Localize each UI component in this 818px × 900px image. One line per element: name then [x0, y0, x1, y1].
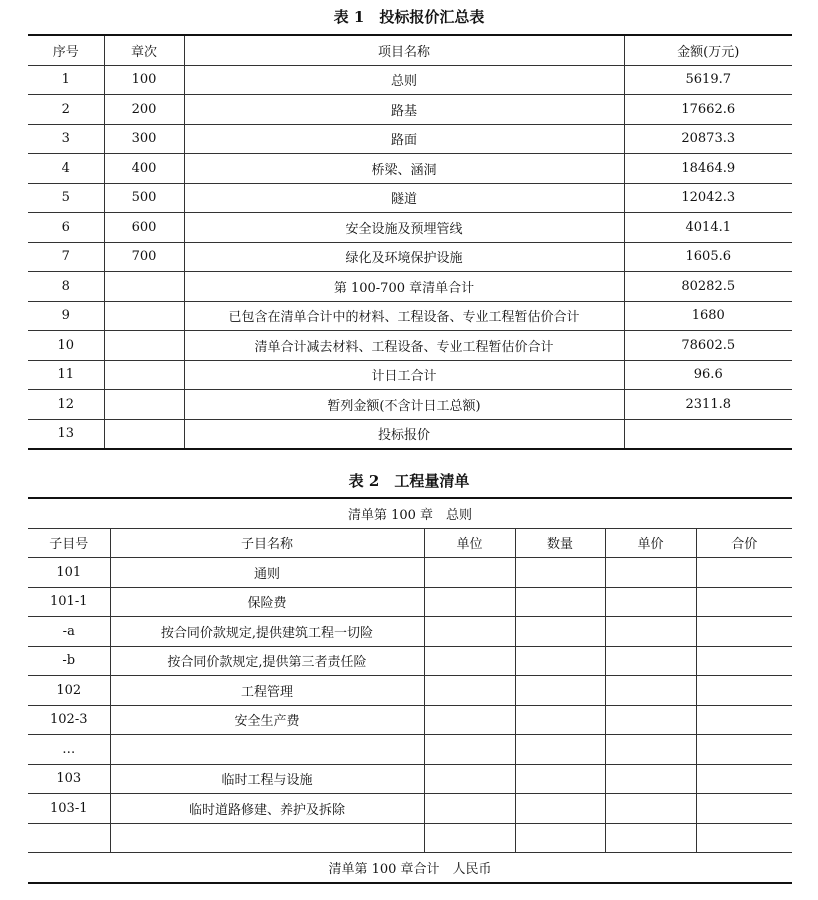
unit-price-cell — [605, 794, 696, 824]
item-name-cell: 隧道 — [184, 183, 624, 213]
total-price-cell — [696, 764, 792, 794]
unit-price-cell — [605, 617, 696, 647]
quantity-cell — [515, 735, 605, 765]
header-quantity: 数量 — [515, 528, 605, 558]
sub-item-name-cell: 保险费 — [110, 587, 424, 617]
table-row — [28, 154, 792, 184]
header-unit: 单位 — [424, 528, 515, 558]
serial-cell: 3 — [28, 124, 104, 154]
sub-item-name-cell: 临时道路修建、养护及拆除 — [110, 794, 424, 824]
sub-item-name-cell: 工程管理 — [110, 676, 424, 706]
serial-cell: 7 — [28, 242, 104, 272]
serial-cell: 13 — [28, 419, 104, 449]
chapter-cell: 100 — [104, 65, 184, 95]
table-row — [28, 390, 792, 420]
amount-cell: 18464.9 — [624, 154, 792, 184]
item-name-cell: 路面 — [184, 124, 624, 154]
header-serial: 序号 — [28, 35, 104, 65]
table-row — [28, 823, 792, 853]
serial-cell: 5 — [28, 183, 104, 213]
serial-cell: 6 — [28, 213, 104, 243]
chapter-cell: 200 — [104, 95, 184, 125]
unit-price-cell — [605, 823, 696, 853]
serial-cell: 12 — [28, 390, 104, 420]
table-row — [28, 65, 792, 95]
amount-cell: 1605.6 — [624, 242, 792, 272]
table-row — [28, 183, 792, 213]
total-price-cell — [696, 794, 792, 824]
quantity-cell — [515, 587, 605, 617]
unit-cell — [424, 735, 515, 765]
chapter-cell — [104, 331, 184, 361]
sub-item-no-cell: 101 — [28, 558, 110, 588]
unit-cell — [424, 617, 515, 647]
unit-price-cell — [605, 646, 696, 676]
amount-cell: 78602.5 — [624, 331, 792, 361]
quantity-cell — [515, 676, 605, 706]
sub-item-no-cell — [28, 823, 110, 853]
unit-cell — [424, 587, 515, 617]
table2-footer-row — [28, 853, 792, 883]
unit-price-cell — [605, 705, 696, 735]
chapter-cell: 300 — [104, 124, 184, 154]
item-name-cell: 绿化及环境保护设施 — [184, 242, 624, 272]
sub-item-name-cell: 按合同价款规定,提供建筑工程一切险 — [110, 617, 424, 647]
table-row — [28, 301, 792, 331]
chapter-cell — [104, 390, 184, 420]
table-row — [28, 587, 792, 617]
unit-cell — [424, 794, 515, 824]
header-total-price: 合价 — [696, 528, 792, 558]
table-row — [28, 558, 792, 588]
item-name-cell: 已包含在清单合计中的材料、工程设备、专业工程暂估价合计 — [184, 301, 624, 331]
sub-item-no-cell: 102 — [28, 676, 110, 706]
unit-cell — [424, 646, 515, 676]
unit-price-cell — [605, 735, 696, 765]
chapter-cell: 400 — [104, 154, 184, 184]
total-price-cell — [696, 735, 792, 765]
table-row — [28, 617, 792, 647]
table-row — [28, 764, 792, 794]
quantity-cell — [515, 558, 605, 588]
sub-item-name-cell: 通则 — [110, 558, 424, 588]
item-name-cell: 第 100-700 章清单合计 — [184, 272, 624, 302]
quantity-cell — [515, 646, 605, 676]
sub-item-no-cell: 102-3 — [28, 705, 110, 735]
quantity-cell — [515, 794, 605, 824]
amount-cell: 80282.5 — [624, 272, 792, 302]
table-row — [28, 331, 792, 361]
header-sub-item-no: 子目号 — [28, 528, 110, 558]
sub-item-no-cell: 103 — [28, 764, 110, 794]
item-name-cell: 清单合计减去材料、工程设备、专业工程暂估价合计 — [184, 331, 624, 361]
sub-item-no-cell: … — [28, 735, 110, 765]
total-price-cell — [696, 587, 792, 617]
chapter-cell: 600 — [104, 213, 184, 243]
serial-cell: 2 — [28, 95, 104, 125]
unit-cell — [424, 558, 515, 588]
table-row — [28, 95, 792, 125]
table1-header-row — [28, 35, 792, 65]
unit-price-cell — [605, 764, 696, 794]
item-name-cell: 投标报价 — [184, 419, 624, 449]
table-row — [28, 735, 792, 765]
total-price-cell — [696, 823, 792, 853]
header-item-name: 项目名称 — [184, 35, 624, 65]
table1-title: 表 1 投标报价汇总表 — [333, 8, 485, 26]
total-price-cell — [696, 558, 792, 588]
table-row — [28, 646, 792, 676]
quantity-cell — [515, 705, 605, 735]
header-sub-item-name: 子目名称 — [110, 528, 424, 558]
unit-price-cell — [605, 587, 696, 617]
sub-item-no-cell: 101-1 — [28, 587, 110, 617]
table-row — [28, 705, 792, 735]
total-price-cell — [696, 676, 792, 706]
sub-item-name-cell — [110, 735, 424, 765]
item-name-cell: 安全设施及预埋管线 — [184, 213, 624, 243]
sub-item-no-cell: 103-1 — [28, 794, 110, 824]
chapter-cell — [104, 360, 184, 390]
table-row — [28, 242, 792, 272]
amount-cell: 12042.3 — [624, 183, 792, 213]
unit-cell — [424, 764, 515, 794]
serial-cell: 10 — [28, 331, 104, 361]
table2-subtitle: 清单第 100 章 总则 — [28, 498, 792, 528]
serial-cell: 1 — [28, 65, 104, 95]
quantity-cell — [515, 617, 605, 647]
sub-item-name-cell — [110, 823, 424, 853]
total-price-cell — [696, 617, 792, 647]
item-name-cell: 暂列金额(不含计日工总额) — [184, 390, 624, 420]
sub-item-name-cell: 临时工程与设施 — [110, 764, 424, 794]
item-name-cell: 路基 — [184, 95, 624, 125]
total-price-cell — [696, 705, 792, 735]
item-name-cell: 总则 — [184, 65, 624, 95]
amount-cell: 1680 — [624, 301, 792, 331]
item-name-cell: 计日工合计 — [184, 360, 624, 390]
chapter-cell — [104, 419, 184, 449]
chapter-cell — [104, 301, 184, 331]
unit-price-cell — [605, 676, 696, 706]
serial-cell: 4 — [28, 154, 104, 184]
amount-cell — [624, 419, 792, 449]
chapter-cell: 700 — [104, 242, 184, 272]
serial-cell: 8 — [28, 272, 104, 302]
quantity-cell — [515, 823, 605, 853]
table2-header-row — [28, 528, 792, 558]
sub-item-name-cell: 按合同价款规定,提供第三者责任险 — [110, 646, 424, 676]
bid-summary-table — [28, 34, 792, 450]
sub-item-no-cell: -b — [28, 646, 110, 676]
unit-price-cell — [605, 558, 696, 588]
amount-cell: 5619.7 — [624, 65, 792, 95]
table-row — [28, 419, 792, 449]
table-row — [28, 794, 792, 824]
amount-cell: 17662.6 — [624, 95, 792, 125]
sub-item-no-cell: -a — [28, 617, 110, 647]
total-price-cell — [696, 646, 792, 676]
unit-cell — [424, 705, 515, 735]
amount-cell: 4014.1 — [624, 213, 792, 243]
unit-cell — [424, 823, 515, 853]
amount-cell: 2311.8 — [624, 390, 792, 420]
unit-cell — [424, 676, 515, 706]
quantity-cell — [515, 764, 605, 794]
serial-cell: 9 — [28, 301, 104, 331]
table2-title: 表 2 工程量清单 — [348, 472, 470, 490]
bill-of-quantities-table — [28, 497, 792, 884]
table-row — [28, 272, 792, 302]
table-row — [28, 213, 792, 243]
header-unit-price: 单价 — [605, 528, 696, 558]
header-chapter: 章次 — [104, 35, 184, 65]
chapter-cell — [104, 272, 184, 302]
table-row — [28, 124, 792, 154]
amount-cell: 96.6 — [624, 360, 792, 390]
serial-cell: 11 — [28, 360, 104, 390]
amount-cell: 20873.3 — [624, 124, 792, 154]
table2-subtitle-row — [28, 498, 792, 528]
chapter-cell: 500 — [104, 183, 184, 213]
table-row — [28, 676, 792, 706]
sub-item-name-cell: 安全生产费 — [110, 705, 424, 735]
header-amount: 金额(万元) — [624, 35, 792, 65]
table-row — [28, 360, 792, 390]
item-name-cell: 桥梁、涵洞 — [184, 154, 624, 184]
table2-footer: 清单第 100 章合计 人民币 — [28, 853, 792, 883]
